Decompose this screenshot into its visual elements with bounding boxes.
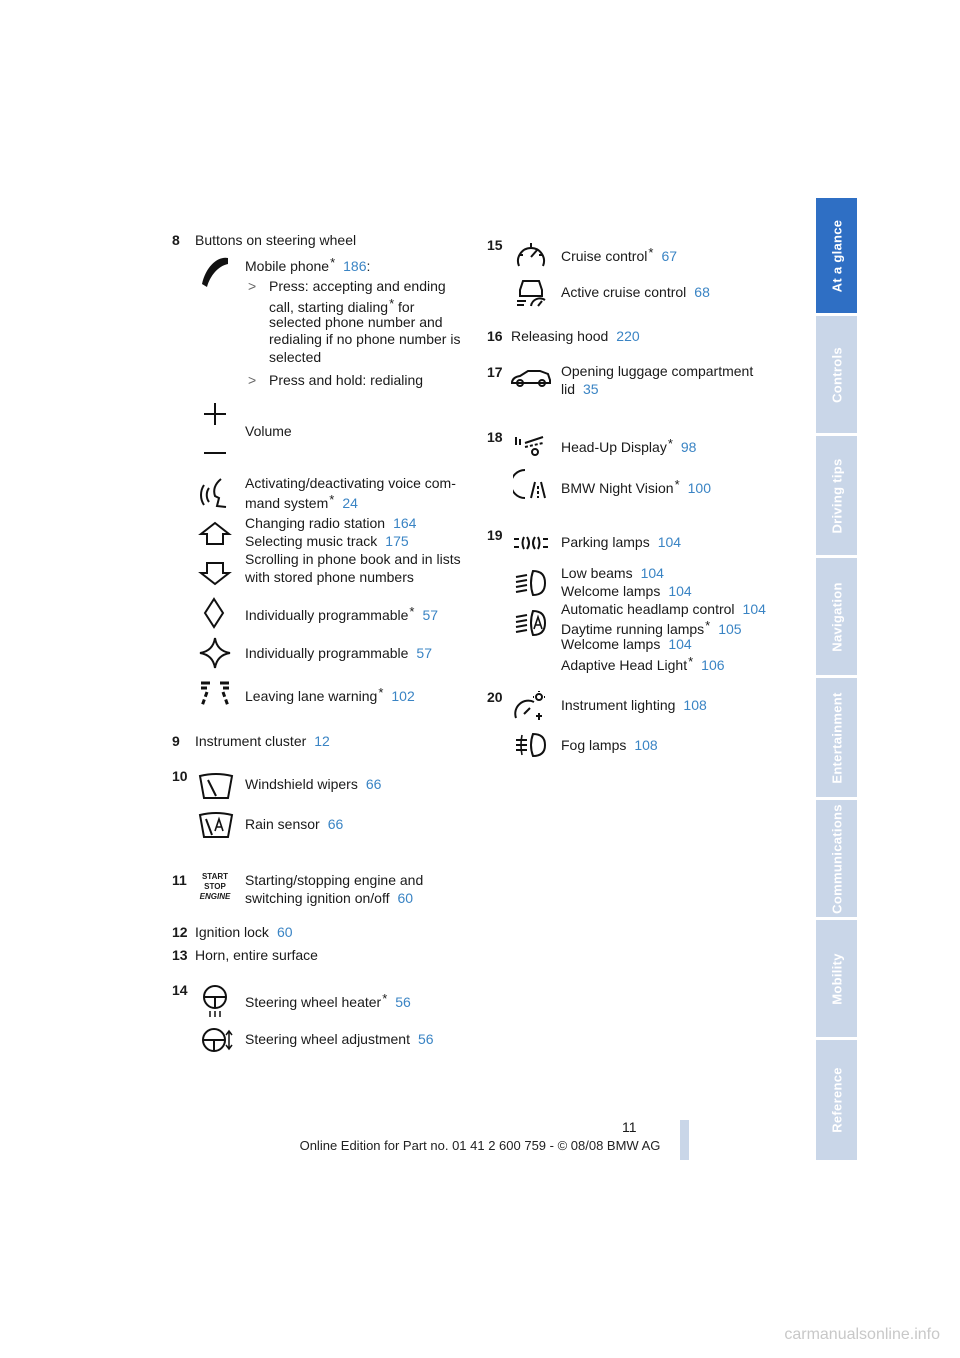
section-title: Buttons on steering wheel	[195, 232, 357, 248]
mobile-phone-label: Mobile phone	[245, 258, 330, 274]
text-line: Press and hold: redialing	[269, 372, 424, 388]
cruise-control-icon	[514, 240, 548, 270]
text-line: Changing radio station	[245, 515, 386, 531]
optional-star: *	[667, 436, 673, 451]
page-ref-link[interactable]: 104	[668, 636, 692, 652]
text-line: for	[398, 299, 415, 315]
text-line: lid	[561, 381, 576, 397]
instrument-lighting-icon	[512, 690, 548, 722]
page-ref-link[interactable]: 106	[701, 657, 725, 673]
optional-star: *	[674, 477, 680, 492]
optional-star: *	[409, 604, 415, 619]
page-ref-link[interactable]: 60	[397, 890, 414, 906]
optional-star: *	[688, 654, 694, 669]
arrow-up-icon	[198, 521, 232, 547]
footer-text: Online Edition for Part no. 01 41 2 600 759 - © 08/08 BMW AG	[299, 1138, 661, 1153]
bullet: >	[248, 278, 257, 294]
tab-entertainment[interactable]: Entertainment	[816, 678, 857, 797]
page-ref-link[interactable]: 186	[343, 258, 367, 274]
page-ref-link[interactable]: 12	[314, 733, 330, 749]
text-line: selected	[269, 349, 322, 365]
fog-lamp-icon	[513, 731, 547, 759]
optional-star: *	[705, 618, 711, 633]
item-number: 10	[172, 768, 188, 784]
item-number: 18	[487, 429, 503, 445]
text-line: Active cruise control	[561, 284, 687, 300]
page-ref-link[interactable]: 100	[687, 480, 711, 496]
text-line: BMW Night Vision	[561, 480, 674, 496]
page-ref-link[interactable]: 108	[683, 697, 707, 713]
optional-star: *	[329, 492, 335, 507]
item-number: 8	[172, 232, 180, 248]
bullet: >	[248, 372, 257, 388]
wiper-icon	[198, 772, 234, 800]
start-stop-button-icon: START STOP ENGINE	[199, 872, 231, 901]
text-line: Parking lamps	[561, 534, 650, 550]
item-number: 13	[172, 947, 188, 963]
automatic-headlamp-icon	[513, 608, 549, 638]
page-ref-link[interactable]: 104	[657, 534, 682, 550]
text-line: Head-Up Display	[561, 439, 667, 455]
text-line: Leaving lane warning	[245, 688, 378, 704]
item-number: 15	[487, 237, 503, 253]
tab-communications[interactable]: Communications	[816, 800, 857, 917]
item-number: 19	[487, 527, 503, 543]
text-line: Activating/deactivating voice com-	[245, 475, 456, 491]
page-ref-link[interactable]: 35	[583, 381, 599, 397]
text-line: mand system	[245, 495, 329, 511]
night-vision-icon	[513, 468, 547, 500]
page-ref-link[interactable]: 57	[422, 607, 439, 623]
text-line: Opening luggage compartment	[561, 363, 754, 379]
active-cruise-icon	[514, 276, 548, 308]
lane-warning-icon	[198, 678, 232, 708]
plus-icon	[203, 402, 227, 426]
tab-navigation[interactable]: Navigation	[816, 558, 857, 675]
tab-mobility[interactable]: Mobility	[816, 920, 857, 1037]
text-line: redialing if no phone number is	[269, 331, 461, 347]
page-ref-link[interactable]: 104	[668, 583, 692, 599]
head-up-display-icon	[513, 434, 549, 458]
text-line: Automatic headlamp control	[561, 601, 735, 617]
page-ref-link[interactable]: 56	[395, 994, 411, 1010]
page-ref-link[interactable]: 56	[418, 1031, 434, 1047]
steering-wheel-heater-icon	[200, 984, 230, 1018]
section-title: Releasing hood	[511, 328, 609, 344]
page-ref-link[interactable]: 68	[694, 284, 710, 300]
text-line: Windshield wipers	[245, 776, 358, 792]
text-line: Steering wheel heater	[245, 994, 382, 1010]
page-ref-link[interactable]: 104	[640, 565, 664, 581]
arrow-down-icon	[198, 560, 232, 586]
text-line: call, starting dialing	[269, 299, 389, 315]
text-line: Individually programmable	[245, 645, 409, 661]
page-ref-link[interactable]: 67	[661, 248, 678, 264]
rain-sensor-icon	[198, 811, 234, 839]
text-line: Adaptive Head Light	[561, 657, 688, 673]
text-line: selected phone number and	[269, 314, 443, 330]
text-line: Press: accepting and ending	[269, 278, 446, 294]
section-title: Instrument cluster	[195, 733, 307, 749]
voice-command-icon	[199, 476, 233, 510]
item-number: 16	[487, 328, 503, 344]
text-line: Rain sensor	[245, 816, 320, 832]
star-diamond-icon	[198, 636, 232, 670]
text-line: Instrument lighting	[561, 697, 676, 713]
text-line: Cruise control	[561, 248, 648, 264]
low-beam-icon	[513, 568, 547, 598]
page-ref-link[interactable]: 57	[416, 645, 432, 661]
page-ref-link[interactable]: 66	[365, 776, 382, 792]
text-line: Selecting music track	[245, 533, 378, 549]
tab-controls[interactable]: Controls	[816, 316, 857, 433]
text-line: with stored phone numbers	[245, 569, 414, 585]
text-line: Individually programmable	[245, 607, 409, 623]
text-line: Daytime running lamps	[561, 621, 705, 637]
optional-star: *	[648, 245, 654, 260]
text-line: Steering wheel adjustment	[245, 1031, 410, 1047]
section-title: Ignition lock	[195, 924, 269, 940]
page-ref-link[interactable]: 104	[742, 601, 766, 617]
page-ref-link[interactable]: 60	[276, 924, 293, 940]
page-ref-link[interactable]: 164	[393, 515, 417, 531]
item-number: 11	[172, 872, 187, 888]
parking-lamps-icon	[512, 534, 550, 552]
text-line: Fog lamps	[561, 737, 627, 753]
tab-reference[interactable]: Reference	[816, 1040, 857, 1160]
phone-icon	[198, 254, 232, 290]
page-number: 11	[622, 1119, 637, 1135]
diamond-icon	[203, 597, 225, 629]
item-number: 20	[487, 689, 503, 705]
text-line: Starting/stopping engine and	[245, 872, 424, 888]
optional-star: *	[382, 991, 388, 1006]
page-ref-link[interactable]: 98	[680, 439, 697, 455]
luggage-compartment-icon	[510, 368, 552, 388]
text-line: Scrolling in phone book and in lists	[245, 551, 461, 567]
text-line: Low beams	[561, 565, 633, 581]
tab-driving-tips[interactable]: Driving tips	[816, 436, 857, 555]
page-ref-link[interactable]: 66	[327, 816, 344, 832]
optional-star: *	[330, 255, 336, 270]
optional-star: *	[389, 296, 395, 311]
text-line: switching ignition on/off	[245, 890, 390, 906]
tab-at-a-glance[interactable]: At a glance	[816, 198, 857, 313]
page-ref-link[interactable]: 175	[385, 533, 409, 549]
minus-icon	[203, 450, 227, 456]
page-ref-link[interactable]: 102	[391, 688, 415, 704]
page-ref-link[interactable]: 24	[342, 495, 358, 511]
steering-wheel-adjust-icon	[198, 1026, 234, 1054]
page-ref-link[interactable]: 108	[634, 737, 658, 753]
item-number: 9	[172, 733, 180, 749]
optional-star: *	[378, 685, 384, 700]
watermark: carmanualsonline.info	[784, 1326, 940, 1343]
section-title: Horn, entire surface	[195, 947, 318, 963]
volume-label: Volume	[245, 423, 292, 439]
page-ref-link[interactable]: 220	[616, 328, 640, 344]
text-line: Welcome lamps	[561, 583, 661, 599]
item-number: 14	[172, 982, 188, 998]
page-ref-link[interactable]: 105	[718, 621, 742, 637]
item-number: 12	[172, 924, 188, 940]
item-number: 17	[487, 364, 503, 380]
text-line: Welcome lamps	[561, 636, 661, 652]
